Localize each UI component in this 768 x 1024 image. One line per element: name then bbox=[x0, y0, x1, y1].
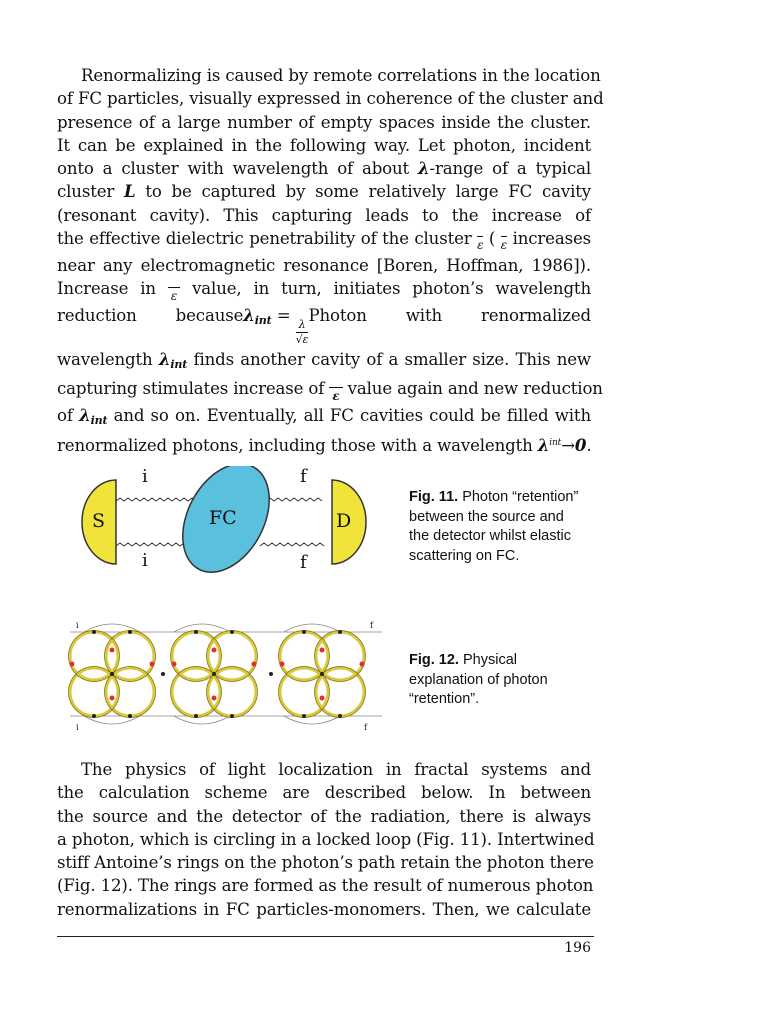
text-line: near any electromagnetic resonance [Boren, Hoffman, 1986]). bbox=[57, 256, 591, 276]
text-run: value, in turn, initiates photon’s wavelength bbox=[180, 279, 591, 299]
text-line: the calculation scheme are described below. In between bbox=[57, 783, 591, 803]
subscript: int bbox=[170, 358, 188, 372]
cluster-label: FC bbox=[209, 507, 237, 529]
node bbox=[269, 672, 273, 676]
initial-label-bottom: i bbox=[142, 550, 148, 571]
denominator bbox=[296, 333, 309, 347]
node bbox=[252, 662, 257, 667]
figure-12-caption bbox=[409, 651, 579, 710]
figure-11-caption bbox=[409, 488, 579, 566]
subscript: int bbox=[254, 314, 272, 328]
node bbox=[194, 630, 198, 634]
text-run: . bbox=[586, 435, 592, 455]
detector-label: D bbox=[336, 510, 352, 532]
zero-symbol: 0 bbox=[574, 434, 587, 455]
text-line: of FC particles, visually expressed in coherence of the cluster and bbox=[57, 89, 604, 109]
lambda-symbol: λ bbox=[537, 434, 550, 455]
text-line: stiff Antoine’s rings on the photon’s path retain the photon there bbox=[57, 853, 594, 873]
final-label-bottom: f bbox=[300, 552, 307, 573]
node bbox=[320, 648, 325, 653]
text-run: -range of a typical bbox=[429, 159, 591, 179]
node bbox=[302, 714, 306, 718]
text-run: capturing stimulates increase of bbox=[57, 378, 330, 398]
text-run: the effective dielectric penetrability of the cluster bbox=[57, 229, 478, 249]
node bbox=[110, 672, 114, 676]
subscript: int bbox=[90, 413, 108, 427]
text-line bbox=[57, 304, 591, 348]
figure-12-diagram bbox=[64, 618, 384, 736]
text-line bbox=[57, 377, 603, 404]
epsilon-bar-symbol: ε bbox=[477, 238, 484, 253]
text-line: a photon, which is circling in a locked loop (Fig. 11). Intertwined bbox=[57, 829, 595, 849]
text-line: (Fig. 12). The rings are formed as the result of numerous photon bbox=[57, 876, 594, 896]
sqrt-icon: √ bbox=[295, 333, 303, 347]
text-line: the source and the detector of the radiation, there is always bbox=[57, 806, 591, 826]
L-symbol: L bbox=[124, 181, 136, 202]
text-run: renormalized photons, including those with a wavelength bbox=[57, 435, 538, 455]
node bbox=[150, 662, 155, 667]
caption-text: Physical explanation of photon “retention”. bbox=[409, 652, 548, 707]
photon-path-lines bbox=[70, 624, 382, 724]
node bbox=[230, 714, 234, 718]
wave-top-right bbox=[266, 498, 322, 501]
text-run: finds another cavity of a smaller size. This new bbox=[187, 350, 591, 370]
text-line: Renormalizing is caused by remote correlations in the location bbox=[81, 66, 601, 85]
text-line bbox=[57, 157, 591, 180]
caption-text: Photon “retention” between the source and the detector whilst elastic scattering on FC. bbox=[409, 489, 579, 564]
node bbox=[92, 630, 96, 634]
lambda-symbol: λ bbox=[158, 349, 171, 370]
fraction bbox=[296, 318, 309, 347]
numerator: λ bbox=[296, 318, 309, 333]
node bbox=[320, 696, 325, 701]
node bbox=[338, 714, 342, 718]
text-run: to be captured by some relatively large FC cavity bbox=[135, 182, 591, 202]
node bbox=[360, 662, 365, 667]
text-line bbox=[57, 180, 591, 203]
paragraph-1 bbox=[57, 64, 604, 457]
node bbox=[280, 662, 285, 667]
text-run: reduction because bbox=[57, 306, 244, 326]
node bbox=[212, 672, 216, 676]
node bbox=[70, 662, 75, 667]
text-run: onto a cluster with wavelength of about bbox=[57, 159, 419, 179]
wave-bottom-right bbox=[260, 543, 324, 546]
equals: = bbox=[271, 306, 296, 326]
paragraph-2 bbox=[57, 758, 595, 921]
node bbox=[128, 630, 132, 634]
page-number: 196 bbox=[564, 940, 591, 956]
text-run: value again and new reduction bbox=[342, 378, 603, 398]
epsilon-bar-symbol: ε bbox=[329, 387, 342, 403]
node bbox=[92, 714, 96, 718]
text-line: (resonant cavity). This capturing leads to the increase of bbox=[57, 205, 591, 225]
figure-11-diagram bbox=[78, 466, 378, 578]
node bbox=[161, 672, 165, 676]
superscript: int bbox=[549, 437, 562, 448]
f-label-top: f bbox=[370, 621, 373, 630]
lambda-symbol: λ bbox=[243, 305, 255, 326]
node bbox=[302, 630, 306, 634]
arrow-icon: → bbox=[561, 435, 575, 455]
node bbox=[338, 630, 342, 634]
text-line: presence of a large number of empty spaces inside the cluster. bbox=[57, 112, 591, 132]
epsilon-bar-symbol: ε bbox=[500, 238, 508, 253]
wave-top-left bbox=[116, 498, 196, 501]
text-line bbox=[57, 348, 591, 376]
text-run: wavelength bbox=[57, 350, 159, 370]
text-line bbox=[57, 432, 591, 457]
text-line bbox=[57, 277, 591, 304]
node bbox=[320, 672, 324, 676]
text-run: cluster bbox=[57, 182, 124, 202]
f-label-bottom: f bbox=[364, 723, 367, 732]
formula bbox=[243, 304, 308, 347]
node bbox=[212, 696, 217, 701]
lambda-symbol: λ bbox=[79, 404, 91, 425]
node bbox=[128, 714, 132, 718]
text-run: Increase in bbox=[57, 279, 168, 299]
node bbox=[110, 696, 115, 701]
i-label-top: i bbox=[76, 621, 79, 630]
i-label-bottom: i bbox=[76, 723, 79, 732]
node bbox=[172, 662, 177, 667]
text-run: and so on. Eventually, all FC cavities could be filled with bbox=[107, 405, 591, 425]
node bbox=[194, 714, 198, 718]
node bbox=[110, 648, 115, 653]
text-run: of bbox=[57, 405, 80, 425]
antoine-rings bbox=[70, 632, 364, 716]
node bbox=[230, 630, 234, 634]
node bbox=[212, 648, 217, 653]
text-run: ( bbox=[483, 229, 501, 249]
source-label: S bbox=[92, 510, 106, 532]
epsilon-symbol: ε bbox=[302, 333, 309, 347]
text-line: It can be explained in the following way. Let photon, incident bbox=[57, 135, 591, 155]
text-line: The physics of light localization in fractal systems and bbox=[81, 760, 591, 779]
caption-label: Fig. 11. bbox=[409, 489, 459, 505]
epsilon-bar-symbol: ε bbox=[168, 287, 180, 303]
text-line bbox=[57, 404, 591, 432]
text-run: Photon with renormalized bbox=[308, 306, 592, 326]
text-line: renormalizations in FC particles-monomers. Then, we calculate bbox=[57, 899, 591, 919]
initial-label-top: i bbox=[142, 466, 148, 487]
footer-rule bbox=[57, 936, 594, 937]
text-run: increases bbox=[507, 229, 591, 249]
lambda-symbol: λ bbox=[418, 158, 430, 179]
final-label-top: f bbox=[300, 466, 307, 487]
text-line bbox=[57, 227, 591, 254]
caption-label: Fig. 12. bbox=[409, 652, 459, 668]
